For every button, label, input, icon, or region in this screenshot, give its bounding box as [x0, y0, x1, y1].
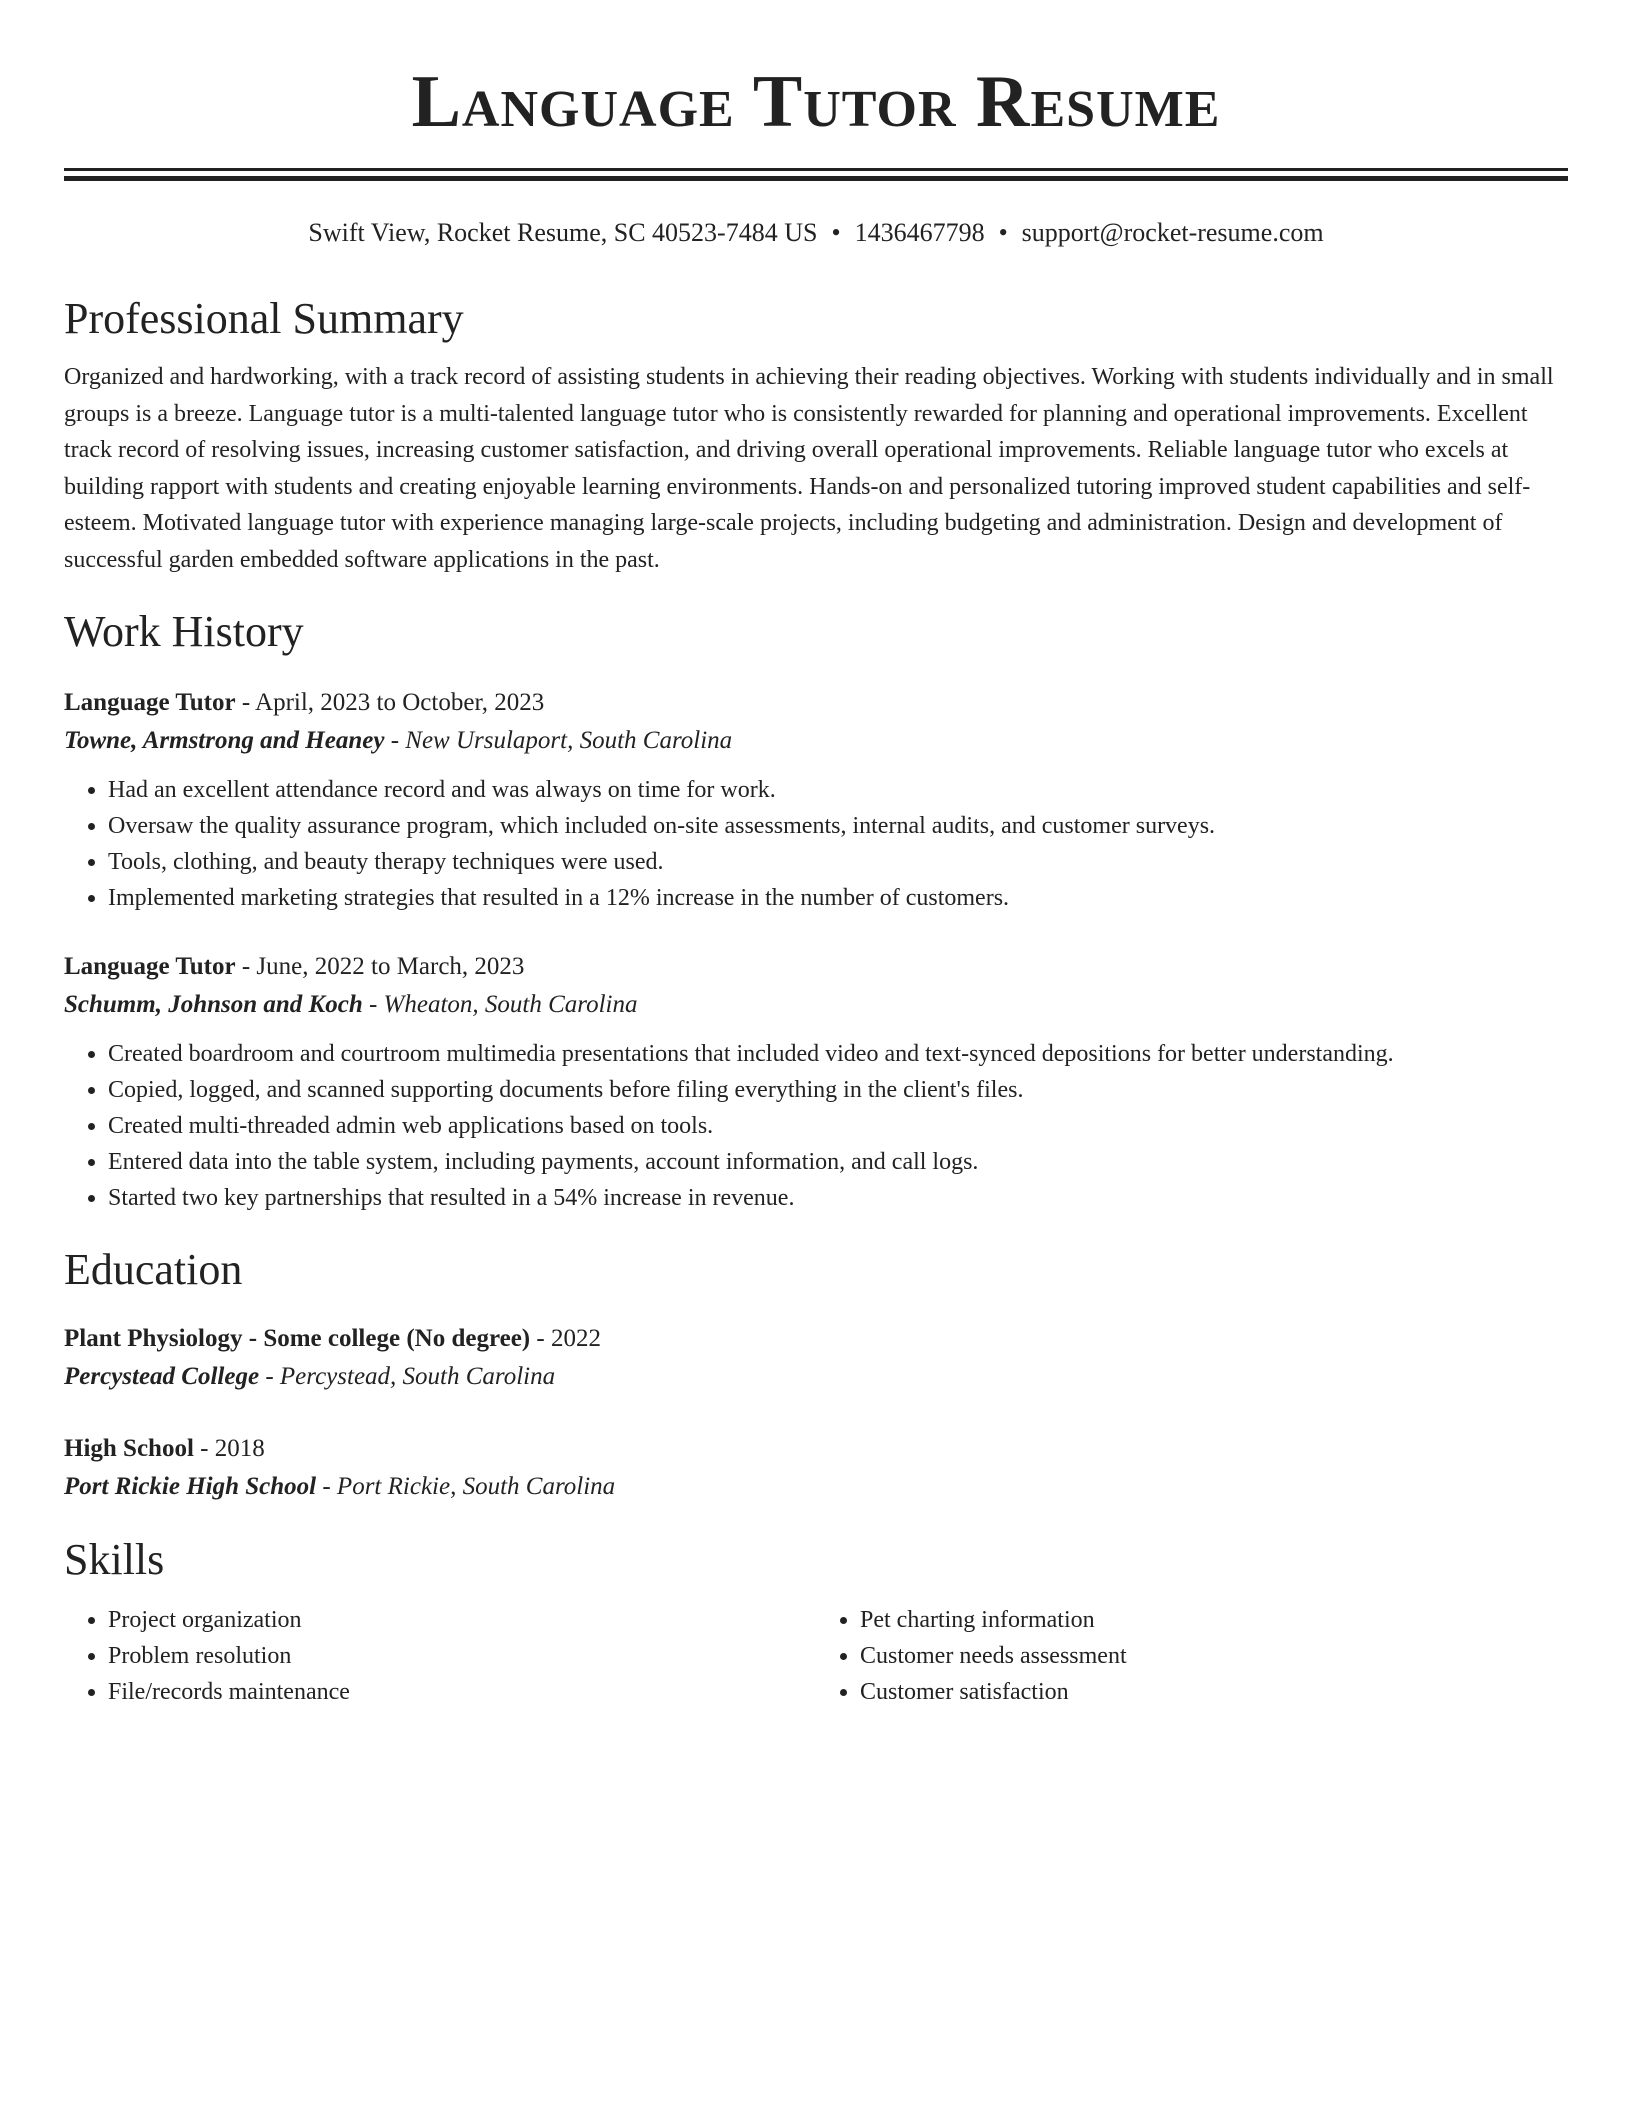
section-heading-work-history: Work History	[64, 607, 304, 656]
list-item: • Started two key partnerships that resulted in a 54% increase in revenue.	[108, 1180, 1568, 1216]
list-item: • Created multi-threaded admin web applications based on tools.	[108, 1108, 1568, 1144]
job-company-line	[64, 722, 1568, 760]
education-year: - 2022	[530, 1325, 601, 1352]
job-bullets	[64, 772, 1568, 916]
skill-item: • File/records maintenance	[108, 1674, 816, 1710]
contact-phone: 1436467798	[854, 218, 985, 247]
education-entry	[64, 1320, 1568, 1396]
section-heading-summary: Professional Summary	[64, 294, 464, 343]
education-school: Port Rickie High School	[64, 1473, 317, 1500]
job-dates: - April, 2023 to October, 2023	[235, 689, 545, 716]
skill-item: • Pet charting information	[860, 1602, 1568, 1638]
education-degree-line	[64, 1430, 1568, 1468]
job-title-line	[64, 948, 1568, 986]
job-title-line	[64, 684, 1568, 722]
job-entry	[64, 948, 1568, 1216]
list-item: • Oversaw the quality assurance program, which included on-site assessments, internal audits, and customer surveys.	[108, 808, 1568, 844]
education-location: - Port Rickie, South Carolina	[316, 1473, 616, 1500]
job-company: Towne, Armstrong and Heaney	[64, 727, 385, 754]
job-bullets	[64, 1036, 1568, 1216]
skills-column-left	[64, 1602, 816, 1710]
contact-address: Swift View, Rocket Resume, SC 40523-7484 US	[308, 218, 818, 247]
contact-separator: •	[831, 218, 841, 247]
job-company-line	[64, 986, 1568, 1024]
job-dates: - June, 2022 to March, 2023	[235, 953, 525, 980]
section-heading-education: Education	[64, 1245, 243, 1294]
contact-line	[64, 215, 1568, 251]
list-item: • Copied, logged, and scanned supporting documents before filing everything in the client's files.	[108, 1072, 1568, 1108]
education-year: - 2018	[193, 1435, 265, 1462]
education-location: - Percystead, South Carolina	[259, 1363, 556, 1390]
skill-item: • Customer satisfaction	[860, 1674, 1568, 1710]
list-item: • Entered data into the table system, including payments, account information, and call logs.	[108, 1144, 1568, 1180]
job-company: Schumm, Johnson and Koch	[64, 991, 363, 1018]
job-location: - Wheaton, South Carolina	[362, 991, 638, 1018]
page-title: Language Tutor Resume	[411, 61, 1221, 143]
summary-text: Organized and hardworking, with a track record of assisting students in achieving their reading objectives. Working with students individually and in small groups is a breeze. Language tutor is a multi-talented language tutor who is consistently rewarded for planning and operational improvements. Excellent track record of resolving issues, increasing customer satisfaction, and driving overall operational improvements. Reliable language tutor who excels at building rapport with students and creating enjoyable learning environments. Hands-on and personalized tutoring improved student capabilities and self-esteem. Motivated language tutor with experience managing large-scale projects, including budgeting and administration. Design and development of successful garden embedded software applications in the past.	[64, 364, 1554, 573]
job-title: Language Tutor	[64, 953, 236, 980]
education-degree: Plant Physiology - Some college (No degree)	[64, 1325, 531, 1352]
skills-list	[64, 1602, 1568, 1710]
list-item: • Had an excellent attendance record and was always on time for work.	[108, 772, 1568, 808]
section-heading-skills: Skills	[64, 1535, 165, 1584]
education-degree-line	[64, 1320, 1568, 1358]
list-item: • Created boardroom and courtroom multimedia presentations that included video and text-synced depositions for better understanding.	[108, 1036, 1568, 1072]
title-divider-thick	[64, 176, 1568, 181]
education-degree: High School	[64, 1435, 194, 1462]
job-location: - New Ursulaport, South Carolina	[384, 727, 733, 754]
education-school-line	[64, 1468, 1568, 1506]
skills-column-right	[816, 1602, 1568, 1710]
list-item: • Tools, clothing, and beauty therapy techniques were used.	[108, 844, 1568, 880]
job-entry	[64, 684, 1568, 916]
contact-email: support@rocket-resume.com	[1021, 218, 1324, 247]
contact-separator: •	[998, 218, 1008, 247]
skill-item: • Problem resolution	[108, 1638, 816, 1674]
list-item: • Implemented marketing strategies that resulted in a 12% increase in the number of customers.	[108, 880, 1568, 916]
skill-item: • Project organization	[108, 1602, 816, 1638]
education-school: Percystead College	[64, 1363, 260, 1390]
skill-item: • Customer needs assessment	[860, 1638, 1568, 1674]
education-school-line	[64, 1358, 1568, 1396]
education-entry	[64, 1430, 1568, 1506]
job-title: Language Tutor	[64, 689, 236, 716]
